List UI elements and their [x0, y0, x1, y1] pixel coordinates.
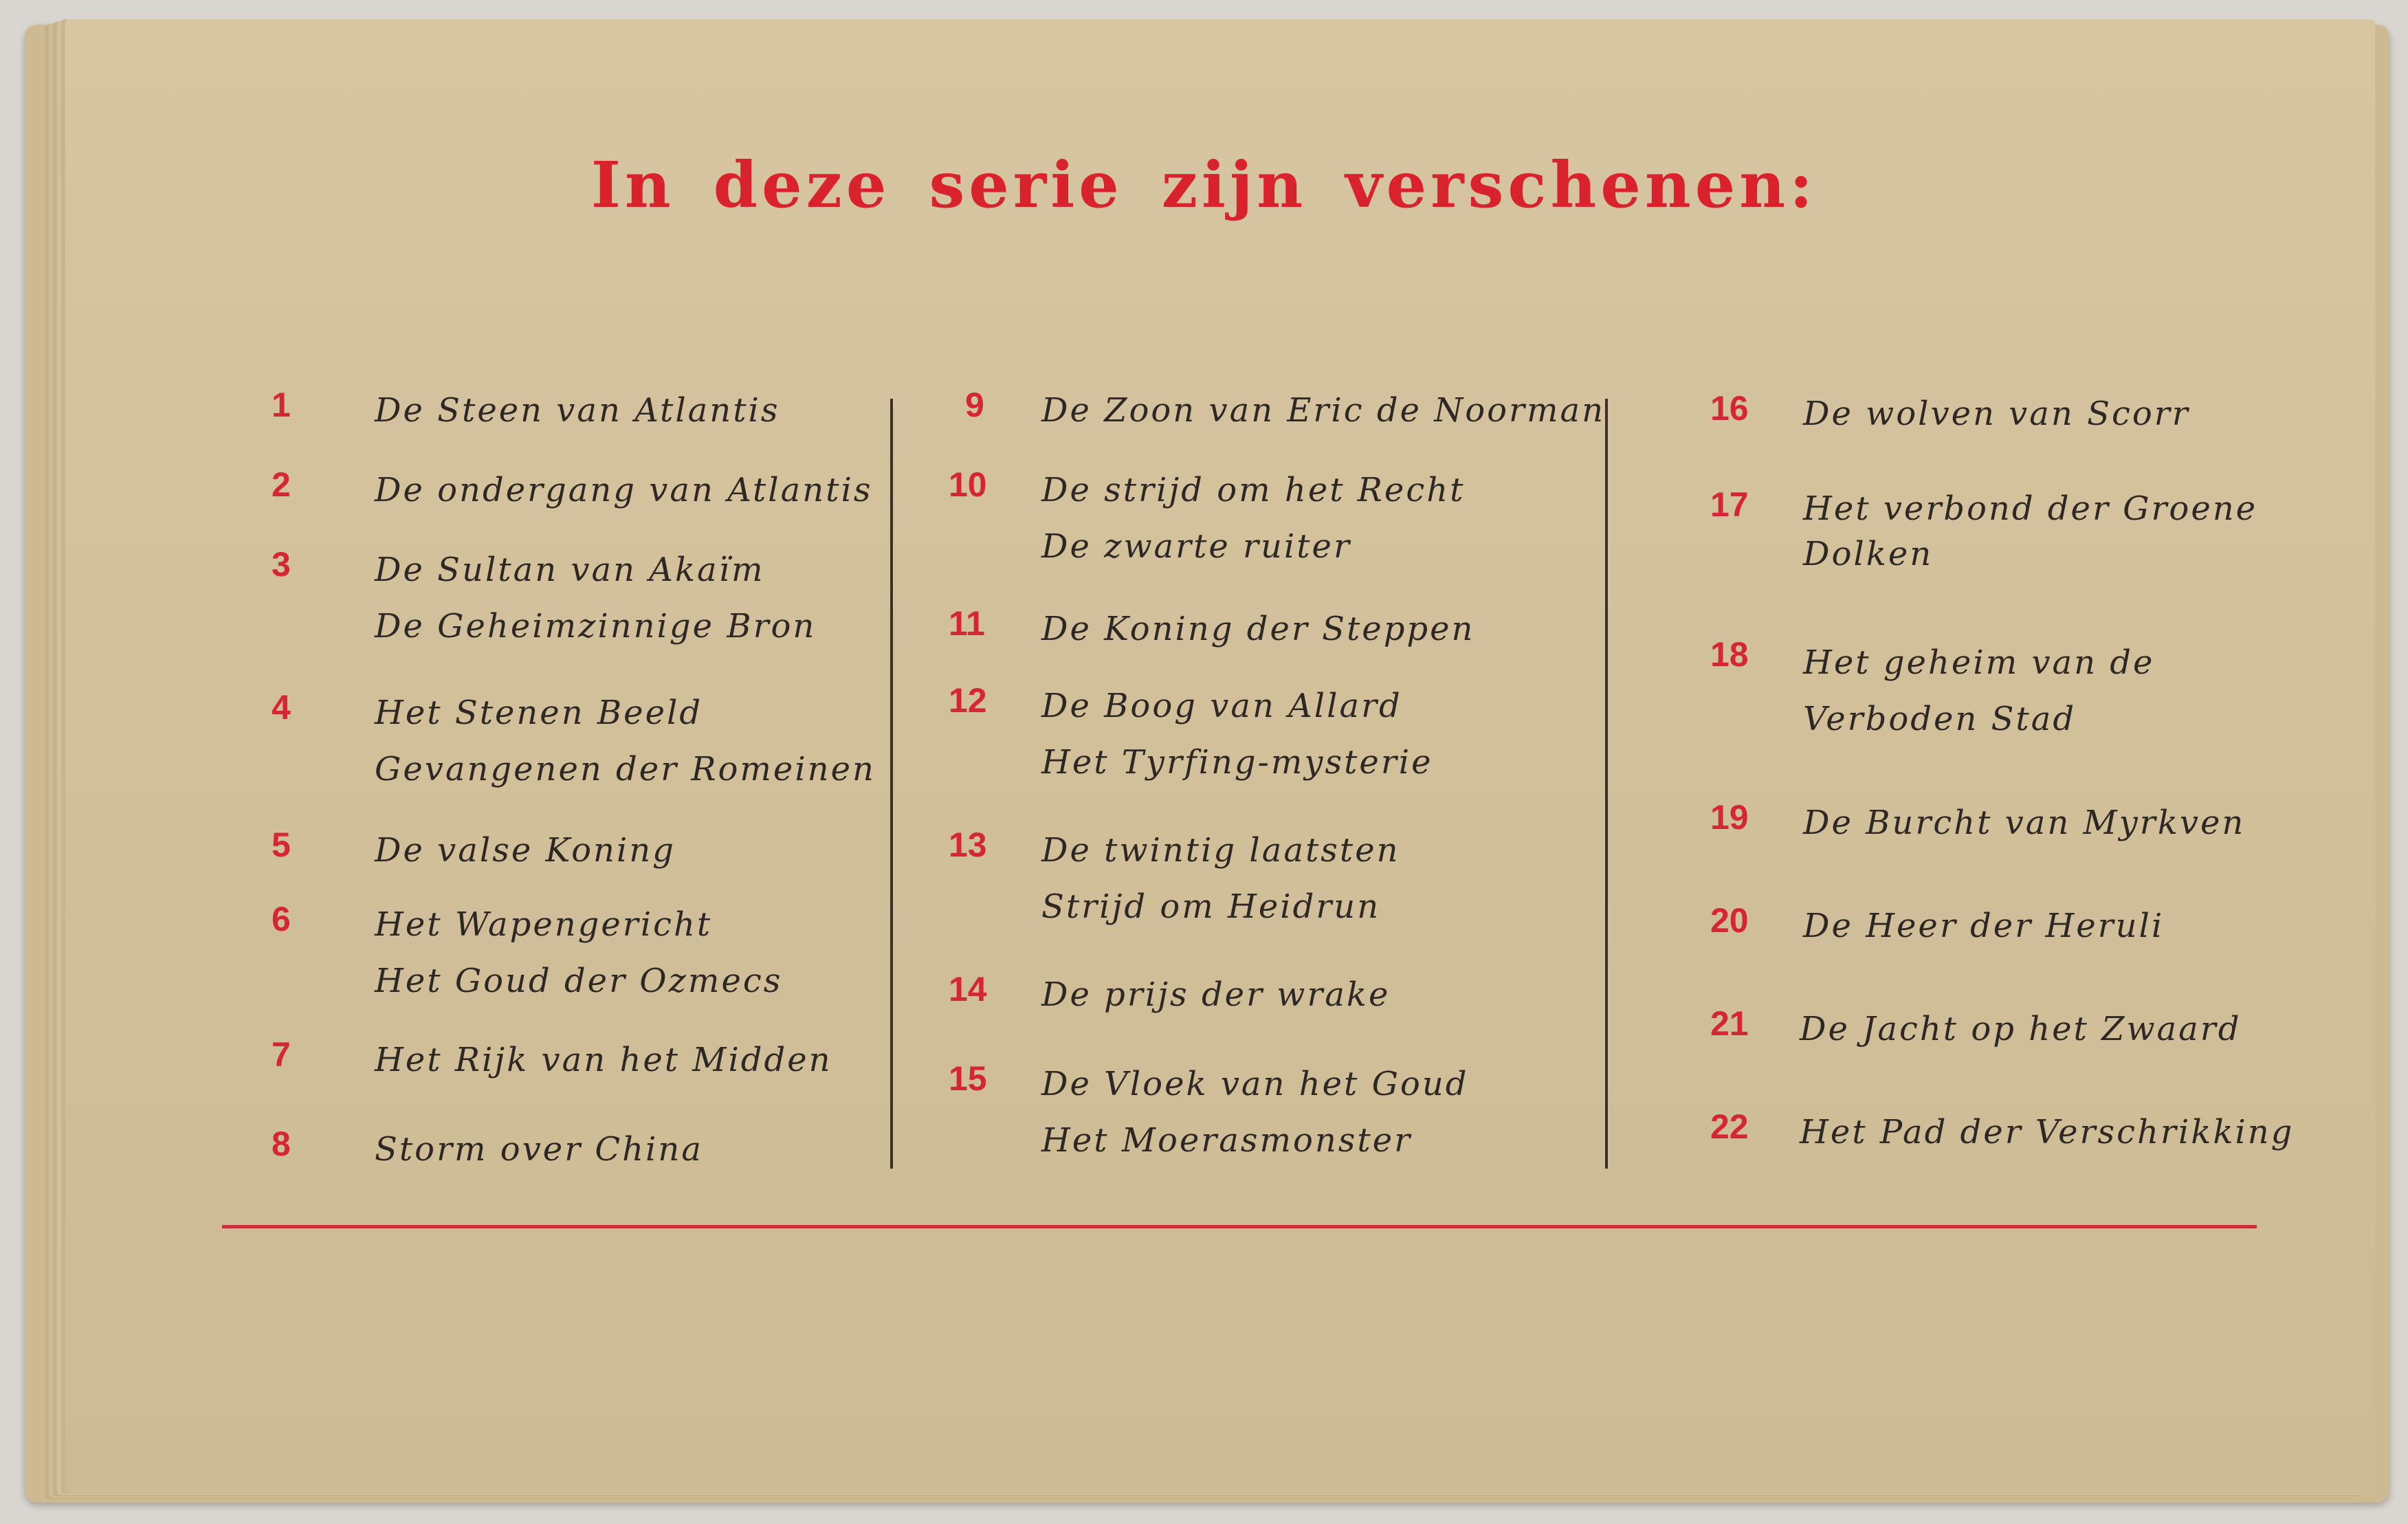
entry-title: Het Moerasmonster	[1041, 1121, 1413, 1160]
entry-number: 20	[1710, 901, 1749, 940]
entry-title: De Steen van Atlantis	[375, 391, 780, 430]
entry-title: De Heer der Heruli	[1803, 907, 2165, 945]
entry-title: Dolken	[1803, 535, 1934, 573]
column-divider	[1605, 399, 1608, 1169]
entry-title: Het verbond der Groene	[1803, 489, 2258, 528]
entry-title: Het Goud der Ozmecs	[375, 962, 783, 1000]
entry-title: De wolven van Scorr	[1803, 395, 2190, 433]
entry-title: Het Tyrfing-mysterie	[1041, 743, 1433, 782]
entry-title: Strijd om Heidrun	[1041, 887, 1381, 926]
entry-title: De Koning der Steppen	[1041, 610, 1475, 648]
entry-number: 1	[272, 386, 291, 424]
entry-number: 21	[1710, 1004, 1749, 1043]
entry-title: De prijs der wrake	[1041, 975, 1391, 1014]
entry-number: 8	[272, 1125, 291, 1163]
entry-number: 19	[1710, 798, 1749, 837]
series-heading: In deze serie zijn verschenen:	[590, 148, 1818, 222]
entry-title: De twintig laatsten	[1041, 831, 1400, 870]
entry-title: Verboden Stad	[1803, 700, 2077, 738]
entry-title: De Sultan van Akaïm	[375, 551, 765, 589]
entry-number: 3	[272, 545, 291, 584]
entry-number: 2	[272, 465, 291, 504]
entry-number: 22	[1710, 1107, 1749, 1146]
entry-title: Storm over China	[375, 1130, 703, 1169]
entry-number: 12	[949, 681, 987, 720]
entry-number: 18	[1710, 635, 1749, 674]
entry-title: De Zoon van Eric de Noorman	[1041, 391, 1606, 430]
entry-title: De Vloek van het Goud	[1041, 1065, 1469, 1103]
entry-title: De Boog van Allard	[1041, 687, 1402, 725]
entry-title: De Geheimzinnige Bron	[375, 607, 817, 645]
entry-title: De Burcht van Myrkven	[1803, 804, 2246, 842]
entry-number: 13	[949, 826, 987, 864]
entry-number: 16	[1710, 389, 1749, 428]
entry-title: De Jacht op het Zwaard	[1800, 1010, 2242, 1048]
bottom-red-rule	[222, 1225, 2257, 1228]
entry-number: 14	[949, 970, 987, 1008]
entry-title: De strijd om het Recht	[1041, 471, 1466, 509]
entry-title: De valse Koning	[375, 831, 676, 870]
entry-number: 11	[949, 604, 985, 643]
entry-number: 4	[272, 688, 291, 727]
entry-title: Het Wapengericht	[375, 905, 713, 944]
entry-number: 7	[272, 1035, 291, 1074]
entry-title: Het Stenen Beeld	[375, 694, 703, 732]
entry-number: 5	[272, 826, 291, 864]
entry-title: Het Rijk van het Midden	[375, 1041, 832, 1079]
entry-number: 15	[949, 1059, 987, 1098]
entry-title: De ondergang van Atlantis	[375, 471, 873, 509]
entry-title: Het Pad der Verschrikking	[1800, 1113, 2295, 1151]
entry-number: 9	[965, 386, 984, 424]
entry-title: Gevangenen der Romeinen	[375, 750, 876, 788]
entry-title: Het geheim van de	[1803, 643, 2155, 682]
entry-number: 6	[272, 900, 291, 938]
entry-number: 17	[1710, 485, 1749, 524]
column-divider	[890, 399, 893, 1169]
entry-title: De zwarte ruiter	[1041, 527, 1351, 566]
entry-number: 10	[949, 465, 987, 504]
